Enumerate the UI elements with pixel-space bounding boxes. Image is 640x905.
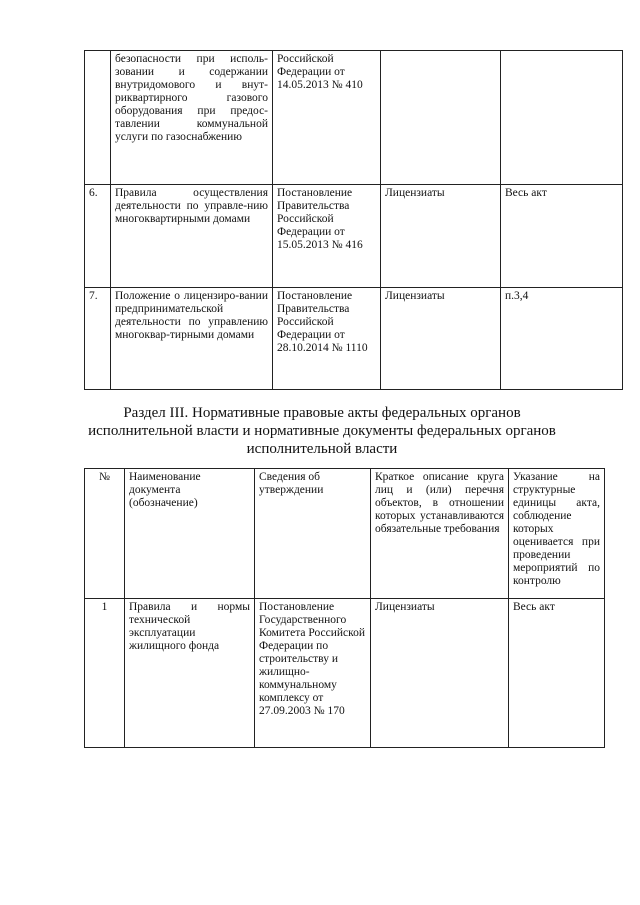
structural-units bbox=[501, 51, 623, 185]
structural-units: Весь акт bbox=[501, 185, 623, 288]
section-heading: Раздел III. Нормативные правовые акты федеральных органов исполнительной власти и нормативные документы федеральных органов исполнительной власти bbox=[88, 405, 556, 457]
header-persons: Краткое описание круга лиц и (или) перечня объектов, в отношении которых устанавливаются обязательные требования bbox=[371, 469, 509, 599]
document-name: Положение о лицензиро-вании предпринимательской деятельности по управлению многоквар-тирными домами bbox=[111, 288, 273, 390]
table-row bbox=[85, 288, 623, 390]
structural-units: Весь акт bbox=[509, 599, 605, 748]
approval-info: Постановление Правительства Российской Федерации от 28.10.2014 № 1110 bbox=[273, 288, 381, 390]
requirements-table-continued bbox=[84, 50, 623, 390]
document-name: Правила и нормы технической эксплуатации жилищного фонда bbox=[125, 599, 255, 748]
document-name: безопасности при исполь-зовании и содержании внутридомового и внут-риквартирного газового оборудования при предос-тавлении коммунальной услуги по газоснабжению bbox=[111, 51, 273, 185]
row-number: 1 bbox=[85, 599, 125, 748]
row-number bbox=[85, 51, 111, 185]
header-number: № bbox=[85, 469, 125, 599]
table-row bbox=[85, 599, 605, 748]
table-row bbox=[85, 185, 623, 288]
approval-info: Российской Федерации от 14.05.2013 № 410 bbox=[273, 51, 381, 185]
approval-info: Постановление Государственного Комитета Российской Федерации по строительству и жилищно-коммунальному комплексу от 27.09.2003 № 170 bbox=[255, 599, 371, 748]
requirements-table bbox=[84, 468, 605, 748]
header-units: Указание на структурные единицы акта, соблюдение которых оценивается при проведении мероприятий по контролю bbox=[509, 469, 605, 599]
row-number: 7. bbox=[85, 288, 111, 390]
persons-description: Лицензиаты bbox=[381, 288, 501, 390]
persons-description: Лицензиаты bbox=[371, 599, 509, 748]
approval-info: Постановление Правительства Российской Федерации от 15.05.2013 № 416 bbox=[273, 185, 381, 288]
table-header-row bbox=[85, 469, 605, 599]
header-name: Наименование документа (обозначение) bbox=[125, 469, 255, 599]
header-approval: Сведения об утверждении bbox=[255, 469, 371, 599]
structural-units: п.3,4 bbox=[501, 288, 623, 390]
table-row bbox=[85, 51, 623, 185]
document-name: Правила осуществления деятельности по управле-нию многоквартирными домами bbox=[111, 185, 273, 288]
persons-description: Лицензиаты bbox=[381, 185, 501, 288]
persons-description bbox=[381, 51, 501, 185]
row-number: 6. bbox=[85, 185, 111, 288]
